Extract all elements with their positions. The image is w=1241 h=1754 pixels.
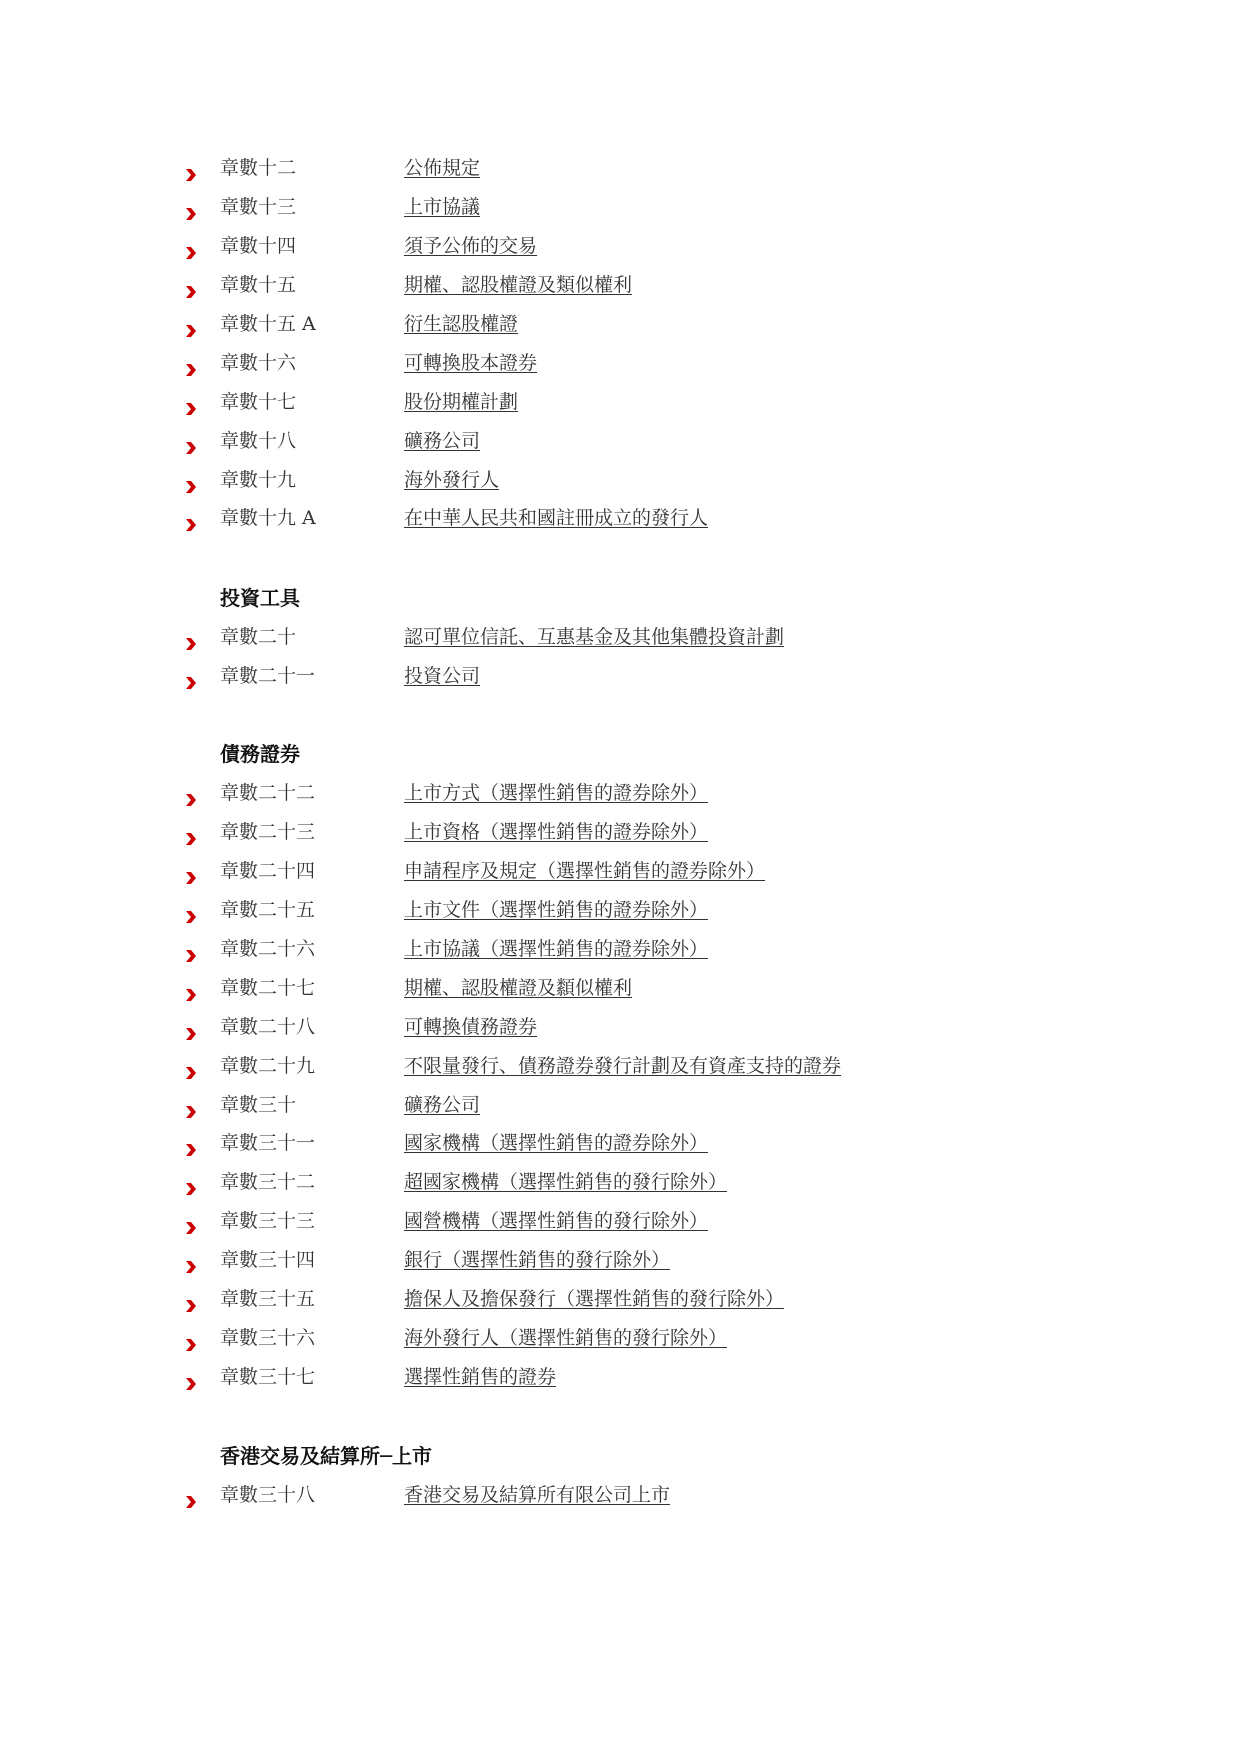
chevron-right-icon xyxy=(184,1065,198,1081)
chevron-right-icon xyxy=(184,1337,198,1353)
chapter-list xyxy=(0,1480,1241,1519)
chapter-row xyxy=(0,1480,1241,1519)
chapter-title-link[interactable]: 上市方式（選擇性銷售的證券除外） xyxy=(404,782,709,804)
section-heading: 債務證券 xyxy=(220,742,300,766)
chapter-title-link[interactable]: 國營機構（選擇性銷售的發行除外） xyxy=(404,1210,709,1233)
chapter-title-link[interactable]: 香港交易及結算所有限公司上市 xyxy=(404,1484,671,1506)
chapter-title-link[interactable]: 上市協議（選擇性銷售的證券除外） xyxy=(404,937,709,960)
chevron-right-icon xyxy=(184,1142,198,1158)
chevron-right-icon xyxy=(184,323,198,339)
chapter-title-link[interactable]: 上市協議 xyxy=(404,195,481,218)
chapter-title-link[interactable]: 上市文件（選擇性銷售的證券除外） xyxy=(404,898,709,921)
chapter-row xyxy=(0,1012,1241,1051)
chevron-right-icon xyxy=(184,987,198,1003)
chapter-number: 章數三十八 xyxy=(220,1484,316,1506)
chapter-row xyxy=(0,934,1241,973)
chapter-row xyxy=(0,622,1241,661)
chevron-right-icon xyxy=(184,1181,198,1197)
chevron-right-icon xyxy=(184,517,198,533)
chapter-row xyxy=(0,1167,1241,1206)
chapter-number: 章數十九 A xyxy=(220,507,316,530)
chevron-right-icon xyxy=(184,401,198,417)
chapter-row xyxy=(0,503,1241,542)
chapter-title-link[interactable]: 衍生認股權證 xyxy=(404,312,519,335)
chapter-number: 章數十八 xyxy=(220,429,297,452)
chapter-title-link[interactable]: 礦務公司 xyxy=(404,1093,481,1116)
chevron-right-icon xyxy=(184,1220,198,1236)
chapter-row xyxy=(0,1090,1241,1129)
chevron-right-icon xyxy=(184,167,198,183)
chapter-title-link[interactable]: 可轉換股本證券 xyxy=(404,351,538,374)
chapter-title-link[interactable]: 可轉換債務證券 xyxy=(404,1015,538,1038)
chapter-row xyxy=(0,817,1241,856)
chapter-number: 章數三十六 xyxy=(220,1327,316,1350)
chapter-row xyxy=(0,973,1241,1012)
chevron-right-icon xyxy=(184,948,198,964)
chapter-row xyxy=(0,661,1241,700)
chapter-number: 章數二十 xyxy=(220,626,297,648)
chapter-number: 章數二十八 xyxy=(220,1015,316,1038)
chapter-row xyxy=(0,778,1241,817)
chevron-right-icon xyxy=(184,675,198,691)
chapter-row xyxy=(0,1128,1241,1167)
chevron-right-icon xyxy=(184,831,198,847)
chevron-right-icon xyxy=(184,1494,198,1510)
chapter-row xyxy=(0,1051,1241,1090)
chapter-number: 章數二十四 xyxy=(220,859,316,882)
chapter-row xyxy=(0,1323,1241,1362)
chapter-number: 章數十九 xyxy=(220,468,297,491)
chevron-right-icon xyxy=(184,1026,198,1042)
chapter-row xyxy=(0,1362,1241,1401)
chapter-title-link[interactable]: 股份期權計劃 xyxy=(404,390,519,413)
chapter-title-link[interactable]: 申請程序及規定（選擇性銷售的證券除外） xyxy=(404,859,766,882)
chapter-title-link[interactable]: 國家機構（選擇性銷售的證券除外） xyxy=(404,1132,709,1155)
chapter-number: 章數三十五 xyxy=(220,1288,316,1311)
chapter-number: 章數十三 xyxy=(220,195,297,218)
chapter-title-link[interactable]: 投資公司 xyxy=(404,664,481,687)
chevron-right-icon xyxy=(184,1376,198,1392)
chevron-right-icon xyxy=(184,636,198,652)
chapter-number: 章數三十一 xyxy=(220,1132,316,1155)
chapter-number: 章數三十三 xyxy=(220,1210,316,1233)
chapter-number: 章數十五 A xyxy=(220,312,316,335)
section-heading: 投資工具 xyxy=(220,586,300,610)
chapter-title-link[interactable]: 海外發行人（選擇性銷售的發行除外） xyxy=(404,1327,728,1350)
chapter-row xyxy=(0,1206,1241,1245)
chapter-row xyxy=(0,231,1241,270)
chapter-title-link[interactable]: 在中華人民共和國註冊成立的發行人 xyxy=(404,507,709,530)
chevron-right-icon xyxy=(184,284,198,300)
chapter-row xyxy=(0,387,1241,426)
chevron-right-icon xyxy=(184,479,198,495)
chapter-number: 章數十六 xyxy=(220,351,297,374)
chapter-title-link[interactable]: 公佈規定 xyxy=(404,157,481,179)
chapter-number: 章數三十二 xyxy=(220,1171,316,1194)
chapter-number: 章數三十四 xyxy=(220,1249,316,1272)
chevron-right-icon xyxy=(184,362,198,378)
chevron-right-icon xyxy=(184,1104,198,1120)
chapter-row xyxy=(0,270,1241,309)
chapter-title-link[interactable]: 擔保人及擔保發行（選擇性銷售的發行除外） xyxy=(404,1288,785,1311)
chapter-title-link[interactable]: 選擇性銷售的證券 xyxy=(404,1366,557,1389)
chapter-title-link[interactable]: 不限量發行、債務證券發行計劃及有資產支持的證券 xyxy=(404,1054,842,1077)
chevron-right-icon xyxy=(184,792,198,808)
chapter-number: 章數二十一 xyxy=(220,664,316,687)
chapter-number: 章數十二 xyxy=(220,157,297,179)
chevron-right-icon xyxy=(184,1259,198,1275)
chapter-number: 章數十四 xyxy=(220,234,297,257)
chapter-list xyxy=(0,153,1241,542)
chapter-number: 章數二十九 xyxy=(220,1054,316,1077)
chapter-number: 章數二十三 xyxy=(220,820,316,843)
chapter-title-link[interactable]: 超國家機構（選擇性銷售的發行除外） xyxy=(404,1171,728,1194)
chapter-row xyxy=(0,856,1241,895)
chapter-number: 章數二十五 xyxy=(220,898,316,921)
chapter-title-link[interactable]: 銀行（選擇性銷售的發行除外） xyxy=(404,1249,671,1272)
chapter-number: 章數三十七 xyxy=(220,1366,316,1389)
chapter-number: 章數十七 xyxy=(220,390,297,413)
chapter-number: 章數三十 xyxy=(220,1093,297,1116)
chapter-list xyxy=(0,622,1241,700)
chapter-row xyxy=(0,1245,1241,1284)
chapter-row xyxy=(0,1284,1241,1323)
chapter-number: 章數二十六 xyxy=(220,937,316,960)
chapter-title-link[interactable]: 期權、認股權證及類似權利 xyxy=(404,273,633,296)
chapter-row xyxy=(0,192,1241,231)
chevron-right-icon xyxy=(184,870,198,886)
chapter-row xyxy=(0,309,1241,348)
chevron-right-icon xyxy=(184,206,198,222)
chevron-right-icon xyxy=(184,1298,198,1314)
chapter-title-link[interactable]: 須予公佈的交易 xyxy=(404,234,538,257)
section-heading: 香港交易及結算所─上市 xyxy=(220,1444,433,1468)
chapter-number: 章數二十七 xyxy=(220,976,316,999)
chapter-list xyxy=(0,778,1241,1401)
chapter-row xyxy=(0,895,1241,934)
chapter-title-link[interactable]: 上市資格（選擇性銷售的證券除外） xyxy=(404,820,709,843)
chapter-title-link[interactable]: 海外發行人 xyxy=(404,468,500,491)
chevron-right-icon xyxy=(184,440,198,456)
chapter-title-link[interactable]: 礦務公司 xyxy=(404,429,481,452)
chapter-title-link[interactable]: 期權、認股權證及纇似權利 xyxy=(404,976,633,999)
chapter-row xyxy=(0,465,1241,504)
chapter-number: 章數二十二 xyxy=(220,782,316,804)
chapter-number: 章數十五 xyxy=(220,273,297,296)
chevron-right-icon xyxy=(184,245,198,261)
chapter-row xyxy=(0,426,1241,465)
chapter-row xyxy=(0,153,1241,192)
chevron-right-icon xyxy=(184,909,198,925)
chapter-row xyxy=(0,348,1241,387)
chapter-title-link[interactable]: 認可單位信託、互惠基金及其他集體投資計劃 xyxy=(404,626,785,648)
